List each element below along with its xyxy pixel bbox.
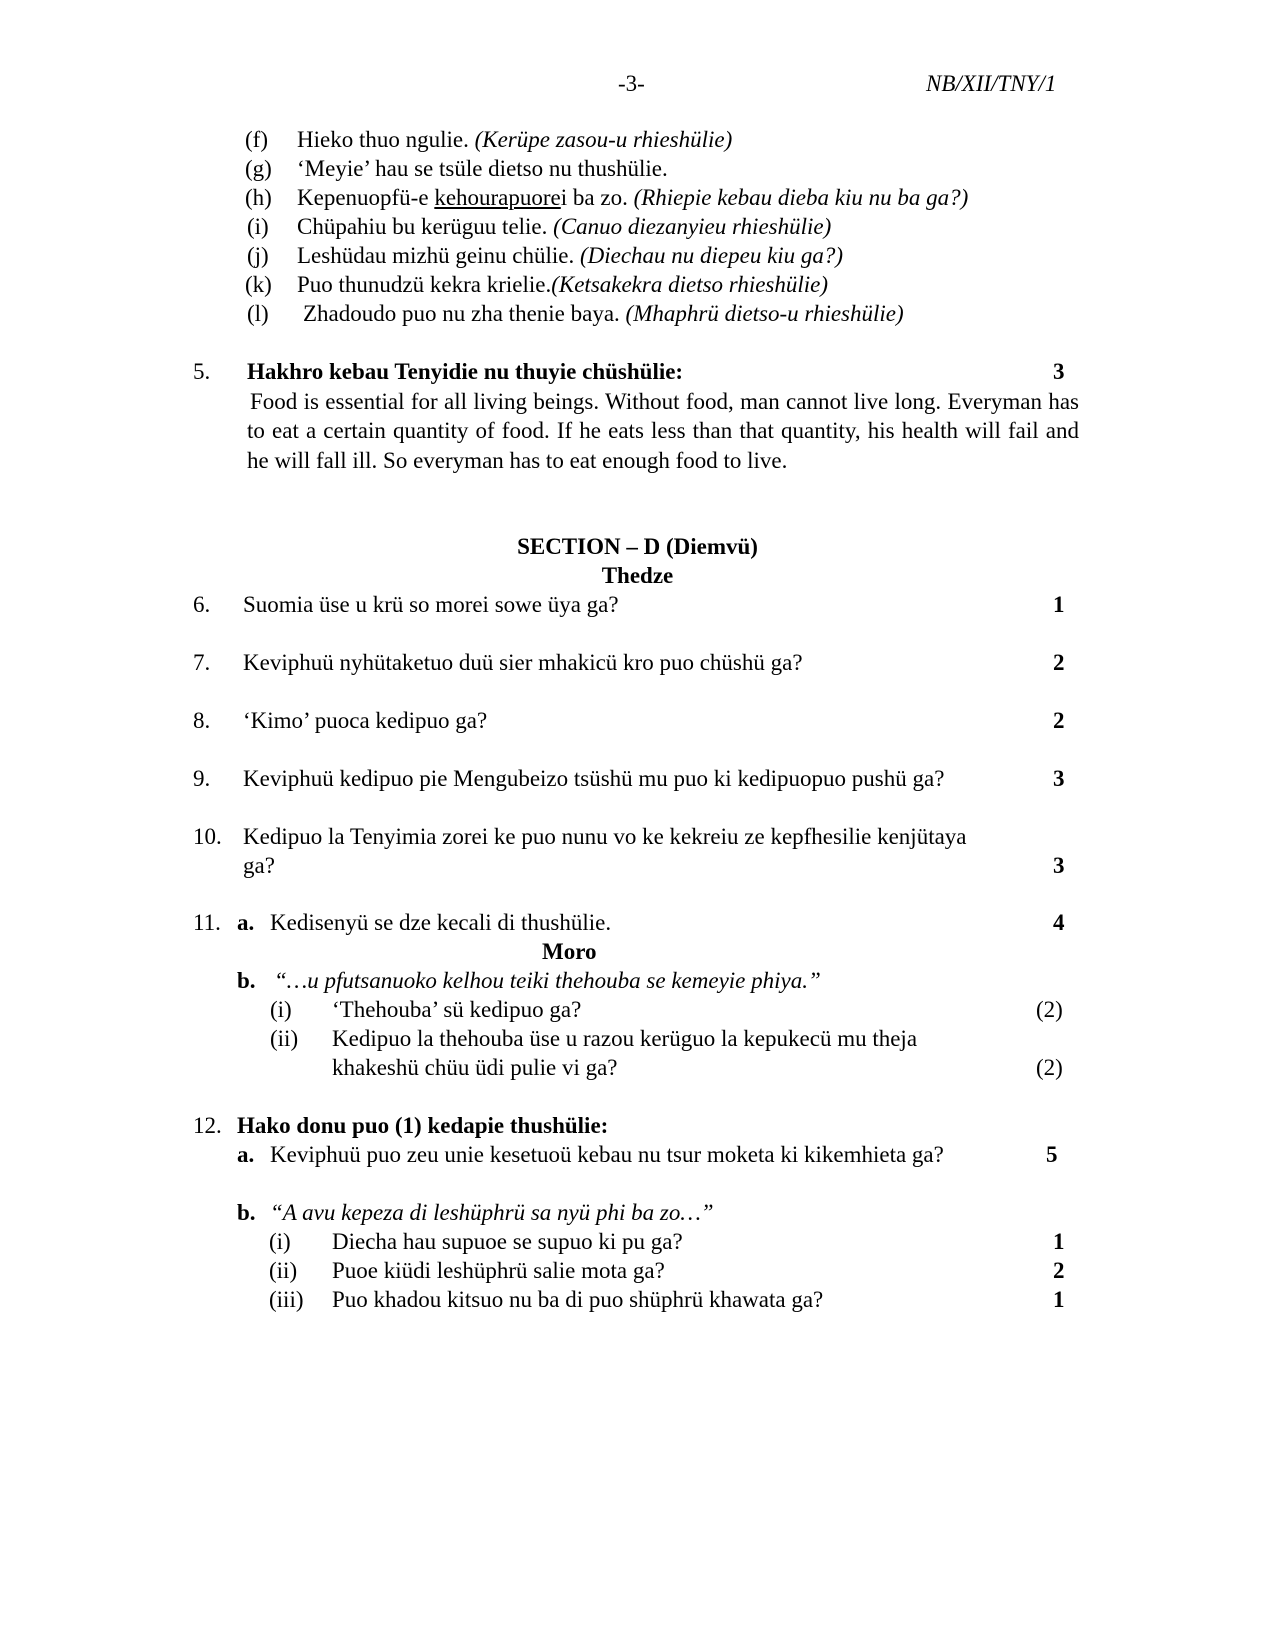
item-label: (k) [245,272,272,297]
translation-passage: Food is essential for all living beings. Without food, man cannot live long. Everyman has to eat a certain quantity of food. If he eats less than that quantity, his health will fail and he will fall ill. So everyman has to eat enough food to live. [247,389,1079,473]
item-label: (f) [245,127,268,152]
subpart-text: Puo khadou kitsuo nu ba di puo shüphrü khawata ga? [332,1287,824,1312]
question-marks: 2 [1053,650,1065,675]
question-marks: 1 [1053,592,1065,617]
subpart-marks: (2) [1036,1055,1063,1080]
subpart-label: (ii) [270,1026,299,1051]
question-marks: 3 [1053,766,1065,791]
part-a-marks: 4 [1053,910,1065,935]
question-text-line1: Kedipuo la Tenyimia zorei ke puo nunu vo ke kekreiu ze kepfhesilie kenjütaya [243,824,967,849]
item-label: (i) [247,214,269,239]
question-title: Hakhro kebau Tenyidie nu thuyie chüshülie: [247,359,684,384]
part-a-text: Keviphuü puo zeu unie kesetuoü kebau nu tsur moketa ki kikemhieta ga? [270,1142,944,1167]
page-number: -3- [618,71,645,96]
part-a-label: a. [237,1142,255,1167]
item-label: (l) [247,301,269,326]
question-number: 11. [193,910,221,935]
item-label: (g) [245,156,272,181]
part-b-label: b. [237,968,256,993]
part-b-quote: “…u pfutsanuoko kelhou teiki thehouba se kemeyie phiya.” [274,968,821,993]
item-text: Hieko thuo ngulie. (Kerüpe zasou-u rhieshülie) [297,127,733,152]
item-instruction: (Diechau nu diepeu kiu ga?) [579,243,844,268]
subpart-text: ‘Thehouba’ sü kedipuo ga? [332,997,582,1022]
question-text: Keviphuü nyhütaketuo duü sier mhakicü kro puo chüshü ga? [243,650,803,675]
subpart-marks: 1 [1053,1287,1065,1312]
subpart-text-line1: Kedipuo la thehouba üse u razou kerüguo la kepukecü mu theja [332,1026,918,1051]
part-a-marks: 5 [1046,1142,1058,1167]
item-text: Puo thunudzü kekra krielie.(Ketsakekra dietso rhieshülie) [297,272,829,297]
question-text: Suomia üse u krü so morei sowe üya ga? [243,592,619,617]
item-text: Kepenuopfü-e kehourapuorei ba zo. (Rhiepie kebau dieba kiu nu ba ga?) [297,185,969,210]
item-instruction: (Kerüpe zasou-u rhieshülie) [474,127,733,152]
item-text: ‘Meyie’ hau se tsüle dietso nu thushülie. [297,156,668,181]
subpart-marks: (2) [1036,997,1063,1022]
part-a-label: a. [237,910,255,935]
question-number: 7. [193,650,211,675]
question-number: 9. [193,766,211,791]
subpart-label: (i) [270,997,292,1022]
subpart-text: Puoe kiüdi leshüphrü salie mota ga? [332,1258,665,1283]
section-title: SECTION – D (Diemvü) [517,534,758,559]
item-text: Chüpahiu bu kerüguu telie. (Canuo diezanyieu rhieshülie) [297,214,832,239]
item-instruction: (Rhiepie kebau dieba kiu nu ba ga?) [633,185,969,210]
subpart-text-line2: khakeshü chüu üdi pulie vi ga? [332,1055,618,1080]
subpart-marks: 2 [1053,1258,1065,1283]
item-text: Zhadoudo puo nu zha thenie baya. (Mhaphrü dietso-u rhieshülie) [303,301,904,326]
question-title: Hako donu puo (1) kedapie thushülie: [237,1113,609,1138]
question-marks: 3 [1053,853,1065,878]
question-marks: 3 [1053,359,1065,384]
subpart-label: (iii) [269,1287,304,1312]
underlined-word: kehourapuore [434,185,561,210]
item-label: (h) [245,185,272,210]
part-b-quote: “A avu kepeza di leshüphrü sa nyü phi ba zo…” [270,1200,714,1225]
question-number: 8. [193,708,211,733]
item-instruction: (Mhaphrü dietso-u rhieshülie) [625,301,904,326]
question-text-line2: ga? [243,853,275,878]
part-a-text: Kedisenyü se dze kecali di thushülie. [270,910,612,935]
item-label: (j) [247,243,269,268]
question-text: Keviphuü kedipuo pie Mengubeizo tsüshü mu puo ki kedipuopuo pushü ga? [243,766,945,791]
question-marks: 2 [1053,708,1065,733]
subpart-marks: 1 [1053,1229,1065,1254]
question-text: ‘Kimo’ puoca kedipuo ga? [243,708,488,733]
item-instruction: (Ketsakekra dietso rhieshülie) [551,272,829,297]
item-instruction: (Canuo diezanyieu rhieshülie) [553,214,832,239]
question-number: 5. [193,359,211,384]
question-number: 10. [193,824,222,849]
question-number: 6. [193,592,211,617]
subpart-label: (i) [269,1229,291,1254]
section-subtitle: Thedze [601,563,674,588]
question-number: 12. [193,1113,222,1138]
item-text: Leshüdau mizhü geinu chülie. (Diechau nu diepeu kiu ga?) [297,243,844,268]
subpart-text: Diecha hau supuoe se supuo ki pu ga? [332,1229,683,1254]
subpart-label: (ii) [269,1258,298,1283]
part-b-label: b. [237,1200,256,1225]
poem-subheading: Moro [542,939,597,964]
paper-code: NB/XII/TNY/1 [926,71,1057,96]
